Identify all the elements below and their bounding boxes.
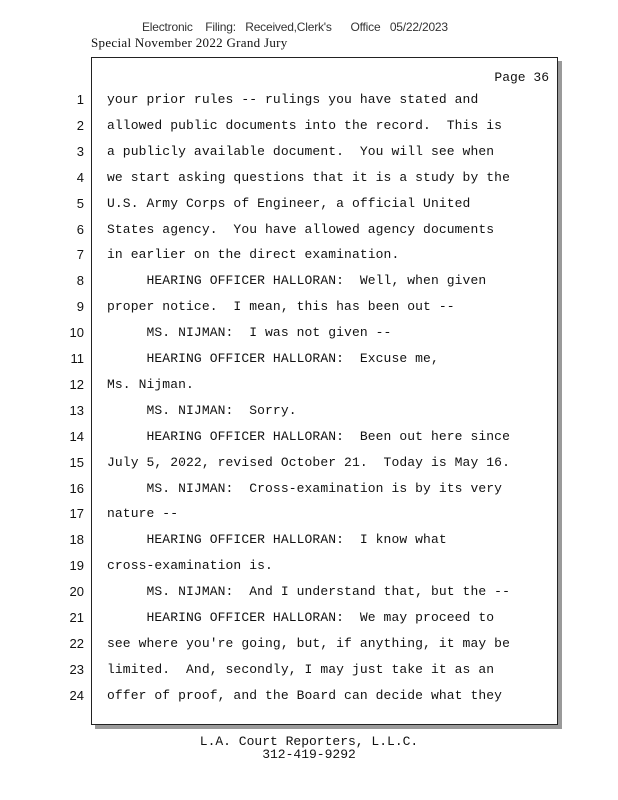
transcript-line: HEARING OFFICER HALLORAN: Well, when given [107,273,487,288]
transcript-line: your prior rules -- rulings you have stated and [107,92,479,107]
transcript-line: States agency. You have allowed agency documents [107,222,495,237]
transcript-line: cross-examination is. [107,558,273,573]
transcript-line: MS. NIJMAN: I was not given -- [107,325,392,340]
transcript-line: allowed public documents into the record. This is [107,118,503,133]
line-number: 9 [76,299,84,314]
line-number: 13 [69,403,84,418]
line-number: 10 [69,325,84,340]
case-header: Special November 2022 Grand Jury [91,35,288,50]
transcript-line: in earlier on the direct examination. [107,247,400,262]
transcript-line: U.S. Army Corps of Engineer, a official United [107,196,471,211]
transcript-line: see where you're going, but, if anything, it may be [107,636,510,651]
line-number: 20 [69,584,84,599]
line-number: 7 [76,247,84,262]
line-number: 21 [69,610,84,625]
line-number: 11 [70,351,84,366]
footer-company: L.A. Court Reporters, L.L.C. [199,734,419,749]
line-number: 16 [69,481,84,496]
line-number: 15 [69,455,84,470]
line-number: 12 [69,377,84,392]
line-number: 8 [76,273,84,288]
transcript-line: HEARING OFFICER HALLORAN: Excuse me, [107,351,439,366]
line-number: 2 [76,118,84,133]
line-number: 6 [76,222,84,237]
transcript-line: we start asking questions that it is a study by the [107,170,510,185]
transcript-line: limited. And, secondly, I may just take it as an [107,662,495,677]
line-number: 5 [76,196,84,211]
transcript-line: Ms. Nijman. [107,377,194,392]
line-number: 24 [69,688,84,703]
filing-stamp: Electronic Filing: Received,Clerk's Office 05/22/2023 [142,20,448,34]
transcript-line: July 5, 2022, revised October 21. Today is May 16. [107,455,510,470]
transcript-line: proper notice. I mean, this has been out -- [107,299,455,314]
line-number: 1 [76,92,84,107]
line-number: 18 [69,532,84,547]
transcript-line: a publicly available document. You will see when [107,144,495,159]
transcript-line: MS. NIJMAN: And I understand that, but the -- [107,584,510,599]
transcript-line: HEARING OFFICER HALLORAN: We may proceed to [107,610,495,625]
transcript-line: nature -- [107,506,179,521]
line-number: 22 [69,636,84,651]
line-number: 17 [69,506,84,521]
transcript-line: offer of proof, and the Board can decide what they [107,688,503,703]
transcript-line: HEARING OFFICER HALLORAN: Been out here since [107,429,510,444]
footer-phone: 312-419-9292 [262,747,356,762]
transcript-line: MS. NIJMAN: Sorry. [107,403,297,418]
line-number: 19 [69,558,84,573]
transcript-line: HEARING OFFICER HALLORAN: I know what [107,532,447,547]
line-number: 14 [69,429,84,444]
line-number: 4 [76,170,84,185]
transcript-line: MS. NIJMAN: Cross-examination is by its very [107,481,503,496]
line-number: 23 [69,662,84,677]
page-number: Page 36 [494,70,549,85]
line-number: 3 [76,144,84,159]
